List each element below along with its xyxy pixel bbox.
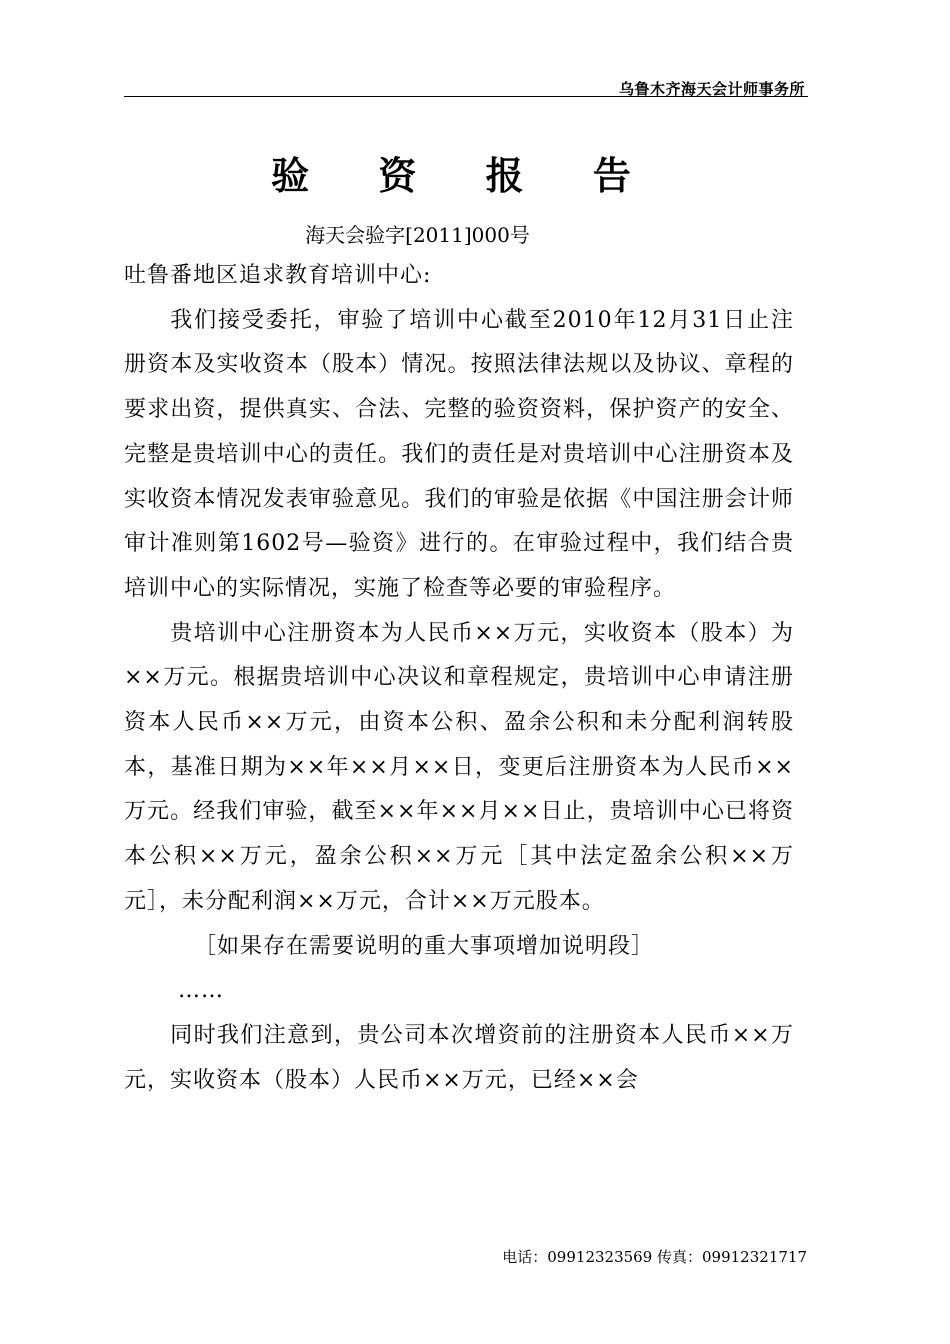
paragraph-engagement: 我们接受委托，审验了培训中心截至2010年12月31日止注册资本及实收资本（股本）情况。按照法律法规以及协议、章程的要求出资，提供真实、合法、完整的验资资料，保护资产的安全、完整是贵培训中心的责任。我们的责任是对贵培训中心注册资本及实收资本情况发表审验意见。我们的审验是依据《中国注册会计师审计准则第1602号—验资》进行的。在审验过程中，我们结合贵培训中心的实际情况，实施了检查等必要的审验程序。 [124,307,794,601]
addressee: 吐鲁番地区追求教育培训中心: [124,263,432,288]
report-title: 验 资 报 告 [271,153,659,198]
report-body [124,254,794,1103]
firm-name-header: 乌鲁木齐海天会计师事务所 [618,80,805,98]
ellipsis: …… [178,978,224,1004]
contact-footer: 电话：09912323569 传真：09912321717 [502,1248,807,1266]
bracketed-note: ［如果存在需要说明的重大事项增加说明段］ [194,933,655,959]
paragraph-prior-capital: 同时我们注意到，贵公司本次增资前的注册资本人民币××万元，实收资本（股本）人民币××万元，已经××会 [124,1022,794,1093]
header-divider [124,96,808,97]
paragraph-capital: 贵培训中心注册资本为人民币××万元，实收资本（股本）为××万元。根据贵培训中心决议和章程规定，贵培训中心申请注册资本人民币××万元，由资本公积、盈余公积和未分配利润转股本，基准日期为××年××月××日，变更后注册资本为人民币××万元。经我们审验，截至××年××月××日止，贵培训中心已将资本公积××万元，盈余公积××万元［其中法定盈余公积××万元］，未分配利润××万元，合计××万元股本。 [124,620,794,914]
document-number: 海天会验字[2011]000号 [305,223,530,247]
